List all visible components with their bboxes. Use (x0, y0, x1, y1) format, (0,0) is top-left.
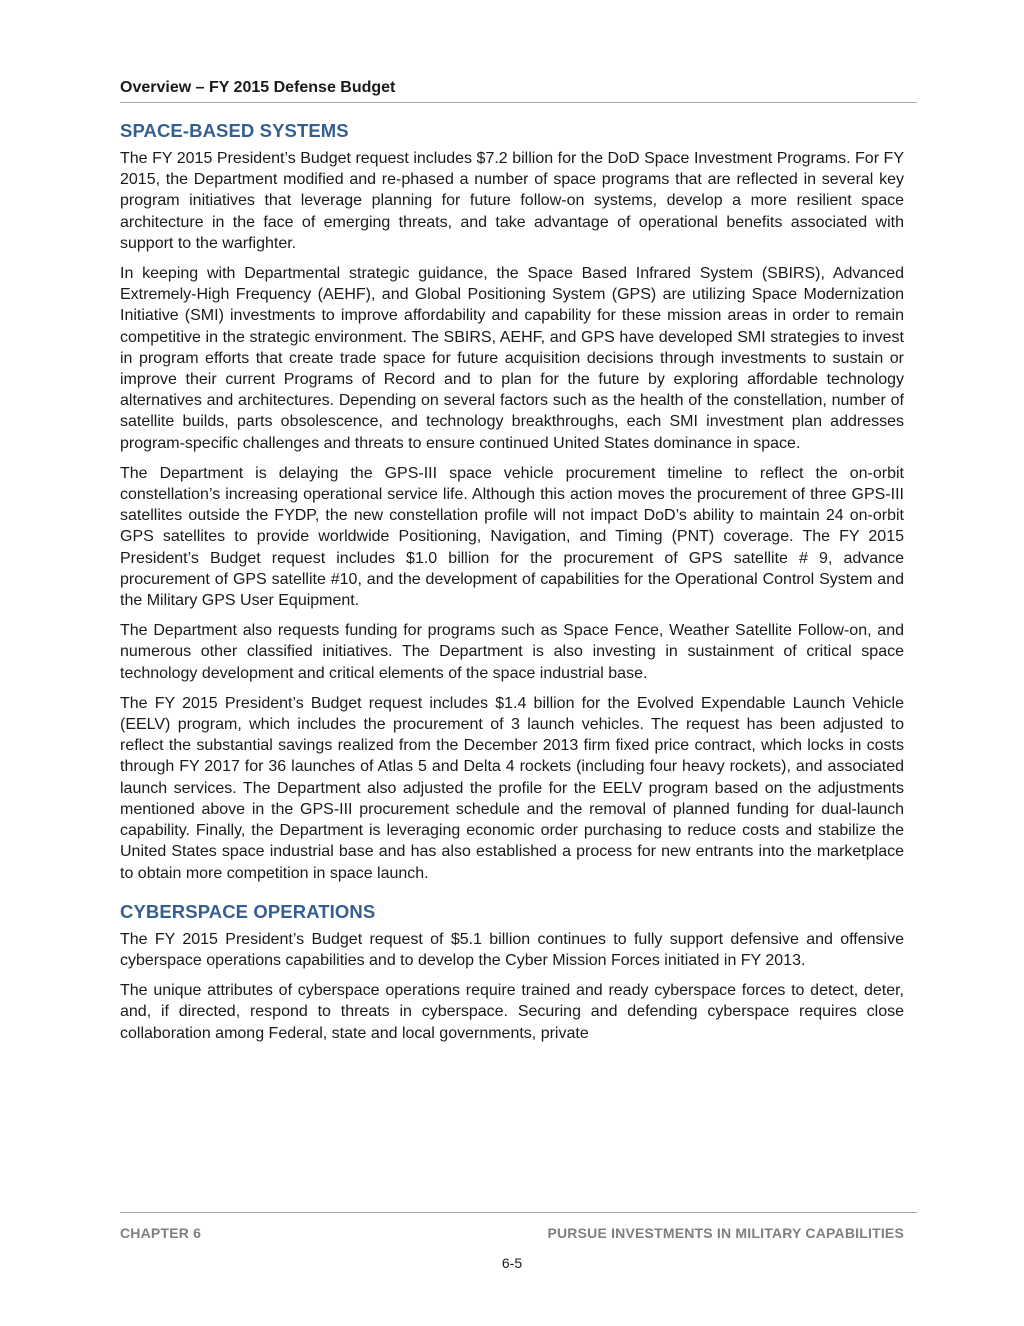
paragraph: In keeping with Departmental strategic guidance, the Space Based Infrared System (SBIRS), Advanced Extremely-High Frequency (AEHF), and Global Positioning System (GPS) are utilizing Space Modernization Initiative (SMI) investments to improve affordability and capability for these mission areas in order to remain competitive in the strategic environment. The SBIRS, AEHF, and GPS have developed SMI strategies to invest in program efforts that create trade space for future acquisition decisions through investments to sustain or improve their current Programs of Record and to plan for the future by exploring affordable technology alternatives and architectures. Depending on several factors such as the health of the constellation, number of satellite builds, parts obsolescence, and technology breakthroughs, each SMI investment plan addresses program-specific challenges and threats to ensure continued United States dominance in space. (120, 265, 904, 452)
section-heading: SPACE-BASED SYSTEMS (120, 120, 349, 141)
paragraph: The FY 2015 President’s Budget request includes $1.4 billion for the Evolved Expendable Launch Vehicle (EELV) program, which includes the procurement of 3 launch vehicles. The request has been adjusted to reflect the substantial savings realized from the December 2013 firm fixed price contract, which locks in costs through FY 2017 for 36 launches of Atlas 5 and Delta 4 rockets (including four heavy rockets), and associated launch services. The Department also adjusted the profile for the EELV program based on the adjustments mentioned above in the GPS-III procurement schedule and the removal of planned funding for dual-launch capability. Finally, the Department is leveraging economic order purchasing to reduce costs and stabilize the United States space industrial base and has also established a process for new entrants into the marketplace to obtain more competition in space launch. (120, 694, 904, 882)
footer-chapter: CHAPTER 6 (120, 1225, 202, 1241)
section-heading: CYBERSPACE OPERATIONS (120, 900, 376, 922)
section-space-based-systems (120, 120, 904, 884)
running-header: Overview – FY 2015 Defense Budget (120, 78, 917, 103)
main-content (120, 120, 904, 1053)
document-page (120, 0, 904, 1326)
page-number: 6-5 (501, 1255, 523, 1271)
paragraph: The Department also requests funding for programs such as Space Fence, Weather Satellite Follow-on, and numerous other classified initiatives. The Department is also investing in sustainment of critical space technology development and critical elements of the space industrial base. (120, 622, 904, 682)
footer-divider (120, 1212, 917, 1213)
paragraph: The FY 2015 President’s Budget request includes $7.2 billion for the DoD Space Investment Programs. For FY 2015, the Department modified and re-phased a number of space programs that are reflected in several key program initiatives that leverage planning for future follow-on systems, develop a more resilient space architecture in the face of emerging threats, and take advantage of operational benefits associated with support to the warfighter. (120, 150, 904, 252)
paragraph: The Department is delaying the GPS-III space vehicle procurement timeline to reflect the on-orbit constellation’s increasing operational service life. Although this action moves the procurement of three GPS-III satellites outside the FYDP, the new constellation profile will not impact DoD’s ability to maintain 24 on-orbit GPS satellites to provide worldwide Positioning, Navigation, and Timing (PNT) coverage. The FY 2015 President’s Budget request includes $1.0 billion for the procurement of GPS satellite # 9, advance procurement of GPS satellite #10, and the development of capabilities for the Operational Control System and the Military GPS User Equipment. (120, 464, 904, 610)
paragraph: The FY 2015 President’s Budget request of $5.1 billion continues to fully support defensive and offensive cyberspace operations capabilities and to develop the Cyber Mission Forces initiated in FY 2013. (120, 930, 904, 969)
section-cyberspace-operations (120, 901, 904, 1044)
footer-chapter-title: PURSUE INVESTMENTS IN MILITARY CAPABILITIES (547, 1225, 904, 1241)
paragraph: The unique attributes of cyberspace operations require trained and ready cyberspace forces to detect, deter, and, if directed, respond to threats in cyberspace. Securing and defending cyberspace requires close collaboration among Federal, state and local governments, private (120, 982, 904, 1042)
